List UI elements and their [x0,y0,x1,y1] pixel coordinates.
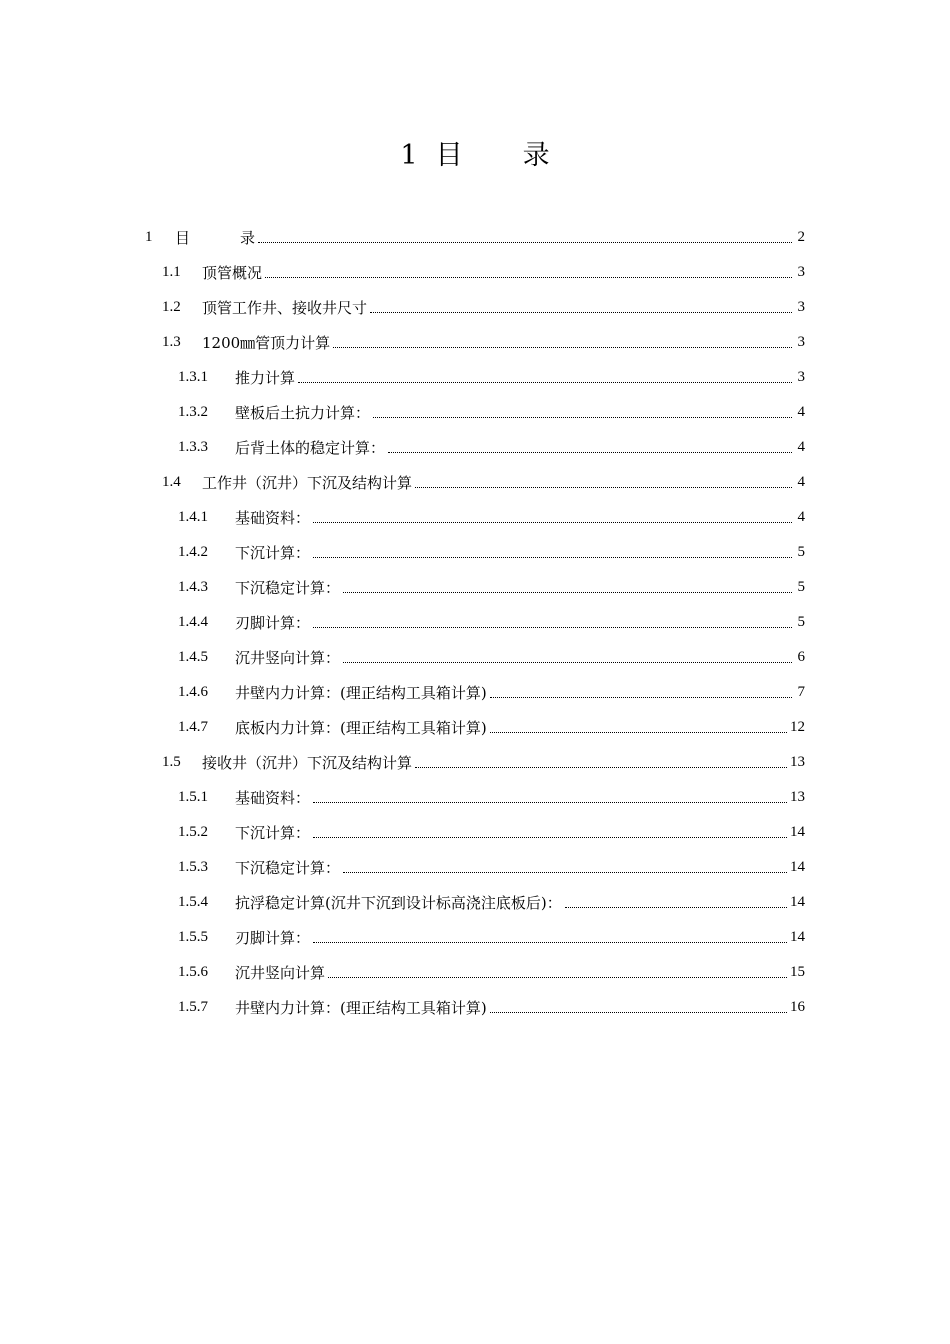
toc-entry-text: 刃脚计算： [235,613,311,632]
toc-entry-text: 工作井（沉井）下沉及结构计算 [202,473,413,492]
toc-entry[interactable] [162,325,805,359]
toc-entry-page: 3 [797,298,805,315]
toc-entry-page: 12 [790,718,805,735]
toc-entry-text: 顶管概况 [202,263,263,282]
toc-entry-page: 4 [797,508,805,525]
toc-leader-dots [328,976,787,978]
toc-entry-page: 14 [790,928,805,945]
toc-entry[interactable] [178,885,805,919]
toc-entry-number: 1.3.3 [178,438,208,455]
toc-entry-text: 推力计算 [235,368,296,387]
toc-leader-dots [313,941,787,943]
toc-entry-page: 7 [797,683,805,700]
toc-entry-number: 1.3 [162,333,181,350]
toc-entry-page: 14 [790,823,805,840]
toc-entry-text: 下沉计算： [235,543,311,562]
toc-entry-page: 14 [790,893,805,910]
toc-leader-dots [343,591,792,593]
toc-entry-number: 1.5.3 [178,858,208,875]
toc-entry-page: 14 [790,858,805,875]
toc-entry[interactable] [178,360,805,394]
toc-entry[interactable] [178,535,805,569]
toc-entry-number: 1.4 [162,473,181,490]
toc-entry-text: 顶管工作井、接收井尺寸 [202,298,368,317]
toc-entry-number: 1.3.1 [178,368,208,385]
toc-entry-number: 1.5.7 [178,998,208,1015]
toc-leader-dots [313,836,787,838]
toc-entry-number: 1.2 [162,298,181,315]
toc-entry[interactable] [178,780,805,814]
toc-entry-text: 刃脚计算： [235,928,311,947]
toc-entry-text: 井壁内力计算：(理正结构工具箱计算) [235,683,487,702]
toc-entry-number: 1.4.6 [178,683,208,700]
toc-entry-page: 2 [797,228,805,245]
toc-entry-number: 1.5.5 [178,928,208,945]
toc-entry-text: 沉井竖向计算： [235,648,341,667]
toc-entry[interactable] [162,465,805,499]
toc-leader-dots [388,451,792,453]
toc-entry[interactable] [178,640,805,674]
toc-entry-number: 1 [145,228,153,245]
toc-leader-dots [415,766,787,768]
toc-entry-text: 基础资料： [235,788,311,807]
toc-title-char-1: 目 [435,140,463,171]
toc-entry-page: 3 [797,368,805,385]
toc-entry-text: 下沉计算： [235,823,311,842]
toc-entry-text: 井壁内力计算：(理正结构工具箱计算) [235,998,487,1017]
toc-leader-dots [265,276,792,278]
toc-entry-number: 1.4.3 [178,578,208,595]
toc-entry-number: 1.5 [162,753,181,770]
toc-entry-page: 15 [790,963,805,980]
toc-leader-dots [313,521,792,523]
toc-entry-text: 下沉稳定计算： [235,578,341,597]
toc-leader-dots [343,661,792,663]
toc-title-number: 1 [400,140,418,171]
toc-entry[interactable] [178,395,805,429]
toc-entry[interactable] [145,220,805,254]
toc-entry-text: 壁板后土抗力计算： [235,403,371,422]
toc-leader-dots [565,906,787,908]
toc-entry-number: 1.5.6 [178,963,208,980]
toc-entry-number: 1.4.5 [178,648,208,665]
toc-entry[interactable] [178,430,805,464]
toc-entry-text: 基础资料： [235,508,311,527]
toc-title [0,136,950,176]
toc-entry-page: 5 [797,613,805,630]
toc-entry-page: 4 [797,473,805,490]
toc-entry-page: 3 [797,333,805,350]
toc-entry[interactable] [178,605,805,639]
toc-entry[interactable] [178,500,805,534]
toc-entry-text: 目 录 [175,228,256,247]
toc-leader-dots [490,1011,787,1013]
toc-leader-dots [313,556,792,558]
toc-entry[interactable] [178,815,805,849]
toc-entry-text: 下沉稳定计算： [235,858,341,877]
toc-entry[interactable] [162,745,805,779]
toc-entry[interactable] [178,920,805,954]
toc-entry-text: 沉井竖向计算 [235,963,326,982]
toc-entry[interactable] [178,990,805,1024]
toc-entry-page: 13 [790,788,805,805]
toc-entry[interactable] [178,710,805,744]
toc-entry-page: 5 [797,543,805,560]
toc-leader-dots [258,241,792,243]
toc-leader-dots [373,416,792,418]
toc-leader-dots [415,486,792,488]
toc-entry[interactable] [178,850,805,884]
toc-entry-number: 1.3.2 [178,403,208,420]
toc-leader-dots [343,871,787,873]
toc-leader-dots [298,381,792,383]
toc-entry-number: 1.5.1 [178,788,208,805]
toc-entry-text: 后背土体的稳定计算： [235,438,386,457]
toc-entry-number: 1.1 [162,263,181,280]
toc-entry-text: 接收井（沉井）下沉及结构计算 [202,753,413,772]
toc-entry-page: 16 [790,998,805,1015]
toc-entry[interactable] [162,255,805,289]
toc-entry-page: 5 [797,578,805,595]
toc-entry[interactable] [178,675,805,709]
toc-entry-number: 1.4.2 [178,543,208,560]
toc-leader-dots [313,626,792,628]
toc-entry[interactable] [162,290,805,324]
toc-entry-number: 1.4.7 [178,718,208,735]
toc-leader-dots [313,801,787,803]
toc-leader-dots [370,311,792,313]
toc-entry-text: 1200㎜管顶力计算 [202,333,331,352]
toc-entry-page: 6 [797,648,805,665]
toc-leader-dots [490,696,792,698]
toc-entry-number: 1.5.4 [178,893,208,910]
toc-entry-page: 3 [797,263,805,280]
toc-entry[interactable] [178,955,805,989]
toc-entry-page: 13 [790,753,805,770]
toc-leader-dots [333,346,792,348]
toc-entry-page: 4 [797,438,805,455]
toc-entry-number: 1.4.1 [178,508,208,525]
toc-entry-number: 1.5.2 [178,823,208,840]
toc-entry[interactable] [178,570,805,604]
toc-entry-text: 抗浮稳定计算(沉井下沉到设计标高浇注底板后)： [235,893,562,912]
toc-entry-page: 4 [797,403,805,420]
toc-entry-number: 1.4.4 [178,613,208,630]
toc-entry-text: 底板内力计算：(理正结构工具箱计算) [235,718,487,737]
toc-title-char-2: 录 [522,140,550,171]
toc-leader-dots [490,731,787,733]
